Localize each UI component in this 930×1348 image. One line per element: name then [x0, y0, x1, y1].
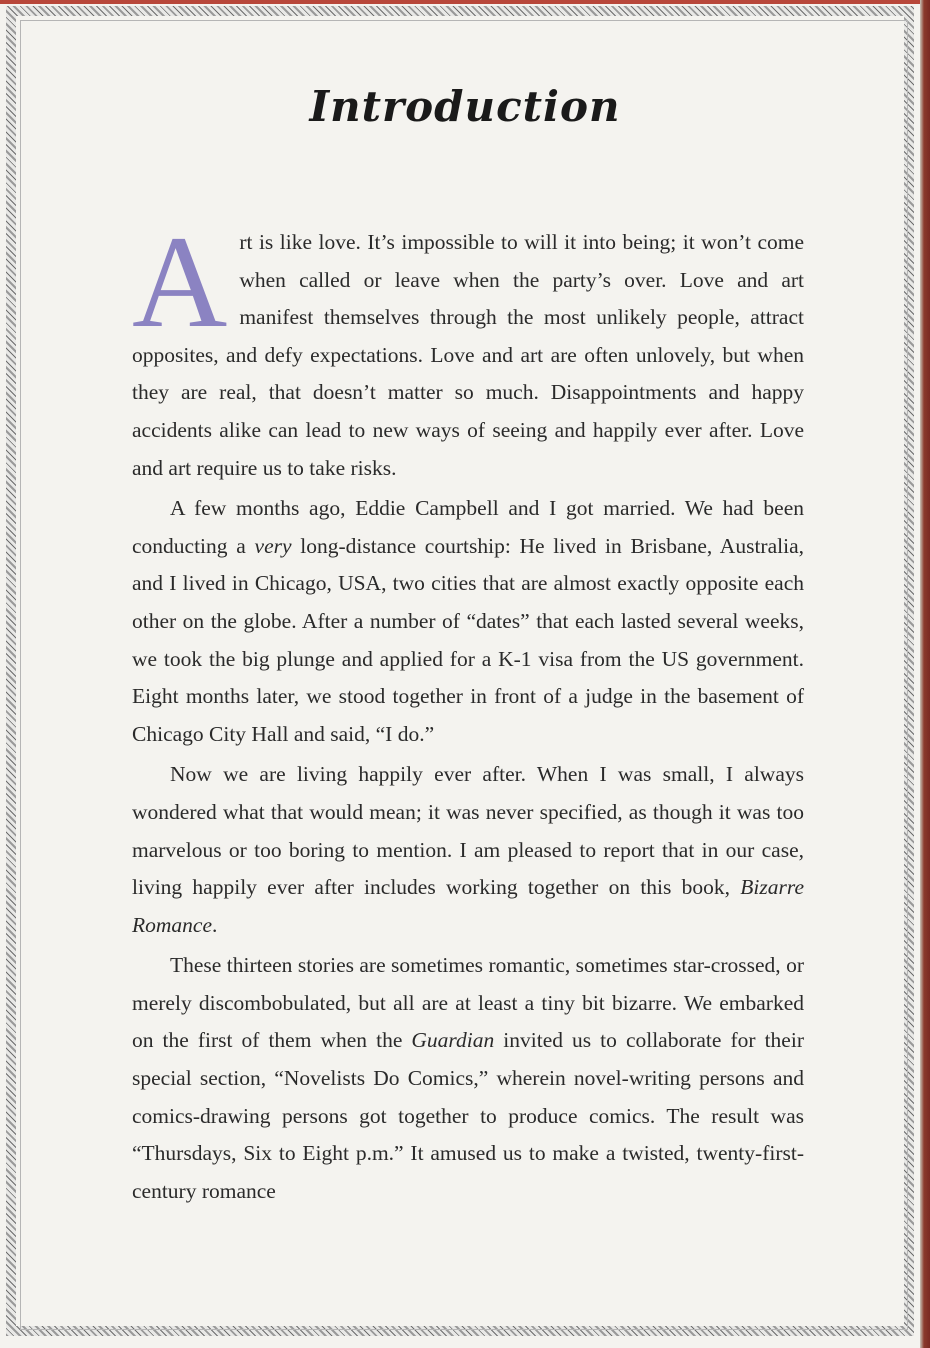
page-title: Introduction: [309, 82, 621, 131]
paragraph-2-text-b: long-distance courtship: He lived in Brisbane, Australia, and I lived in Chicago, USA, two cities that are almost exactly opposite each other on the globe. After a number of “dates” that each lasted several weeks, we took the big plunge and applied for a K-1 visa from the US government. Eight months later, we stood together in front of a judge in the basement of Chicago City Hall and said, “I do.”: [132, 533, 804, 746]
body-text: [132, 208, 804, 1213]
paragraph-3-text-a: Now we are living happily ever after. When I was small, I always wondered what that would mean; it was never specified, as though it was too marvelous or too boring to mention. I am pleased to report that in our case, living happily ever after includes working together on this book,: [132, 762, 804, 900]
drop-cap: A: [132, 208, 228, 355]
emphasis-very: very: [254, 533, 292, 558]
publication-title-italic: Guardian: [411, 1028, 495, 1053]
book-title-italic: Bizarre Romance: [132, 875, 804, 937]
paragraph-3-text-b: .: [212, 912, 218, 937]
page-top-edge: [0, 0, 930, 4]
paragraph-4: [132, 947, 804, 1210]
paragraph-3: [132, 756, 804, 944]
paragraph-1: [132, 208, 804, 487]
paragraph-1-text: rt is like love. It’s impossible to will it into being; it won’t come when called or leave when the party’s over. Love and art manifest themselves through the most unlikely people, attract opposites, and defy expectations. Love and art are often unlovely, but when they are real, that doesn’t matter so much. Disappointments and happy accidents alike can lead to new ways of seeing and happily ever after. Love and art require us to take risks.: [132, 230, 804, 480]
paragraph-2: [132, 490, 804, 753]
paragraph-2-text-a: A few months ago, Eddie Campbell and I got married. We had been conducting a: [132, 496, 804, 558]
book-cover-edge: [920, 0, 930, 1348]
paragraph-4-text-b: invited us to collaborate for their special section, “Novelists Do Comics,” wherein novel-writing persons and comics-drawing persons got together to produce comics. The result was “Thursdays, Six to Eight p.m.” It amused us to make a twisted, twenty-first-century romance: [132, 1028, 804, 1203]
paragraph-4-text-a: These thirteen stories are sometimes romantic, sometimes star-crossed, or merely discombobulated, but all are at least a tiny bit bizarre. We embarked on the first of them when the: [132, 953, 804, 1053]
